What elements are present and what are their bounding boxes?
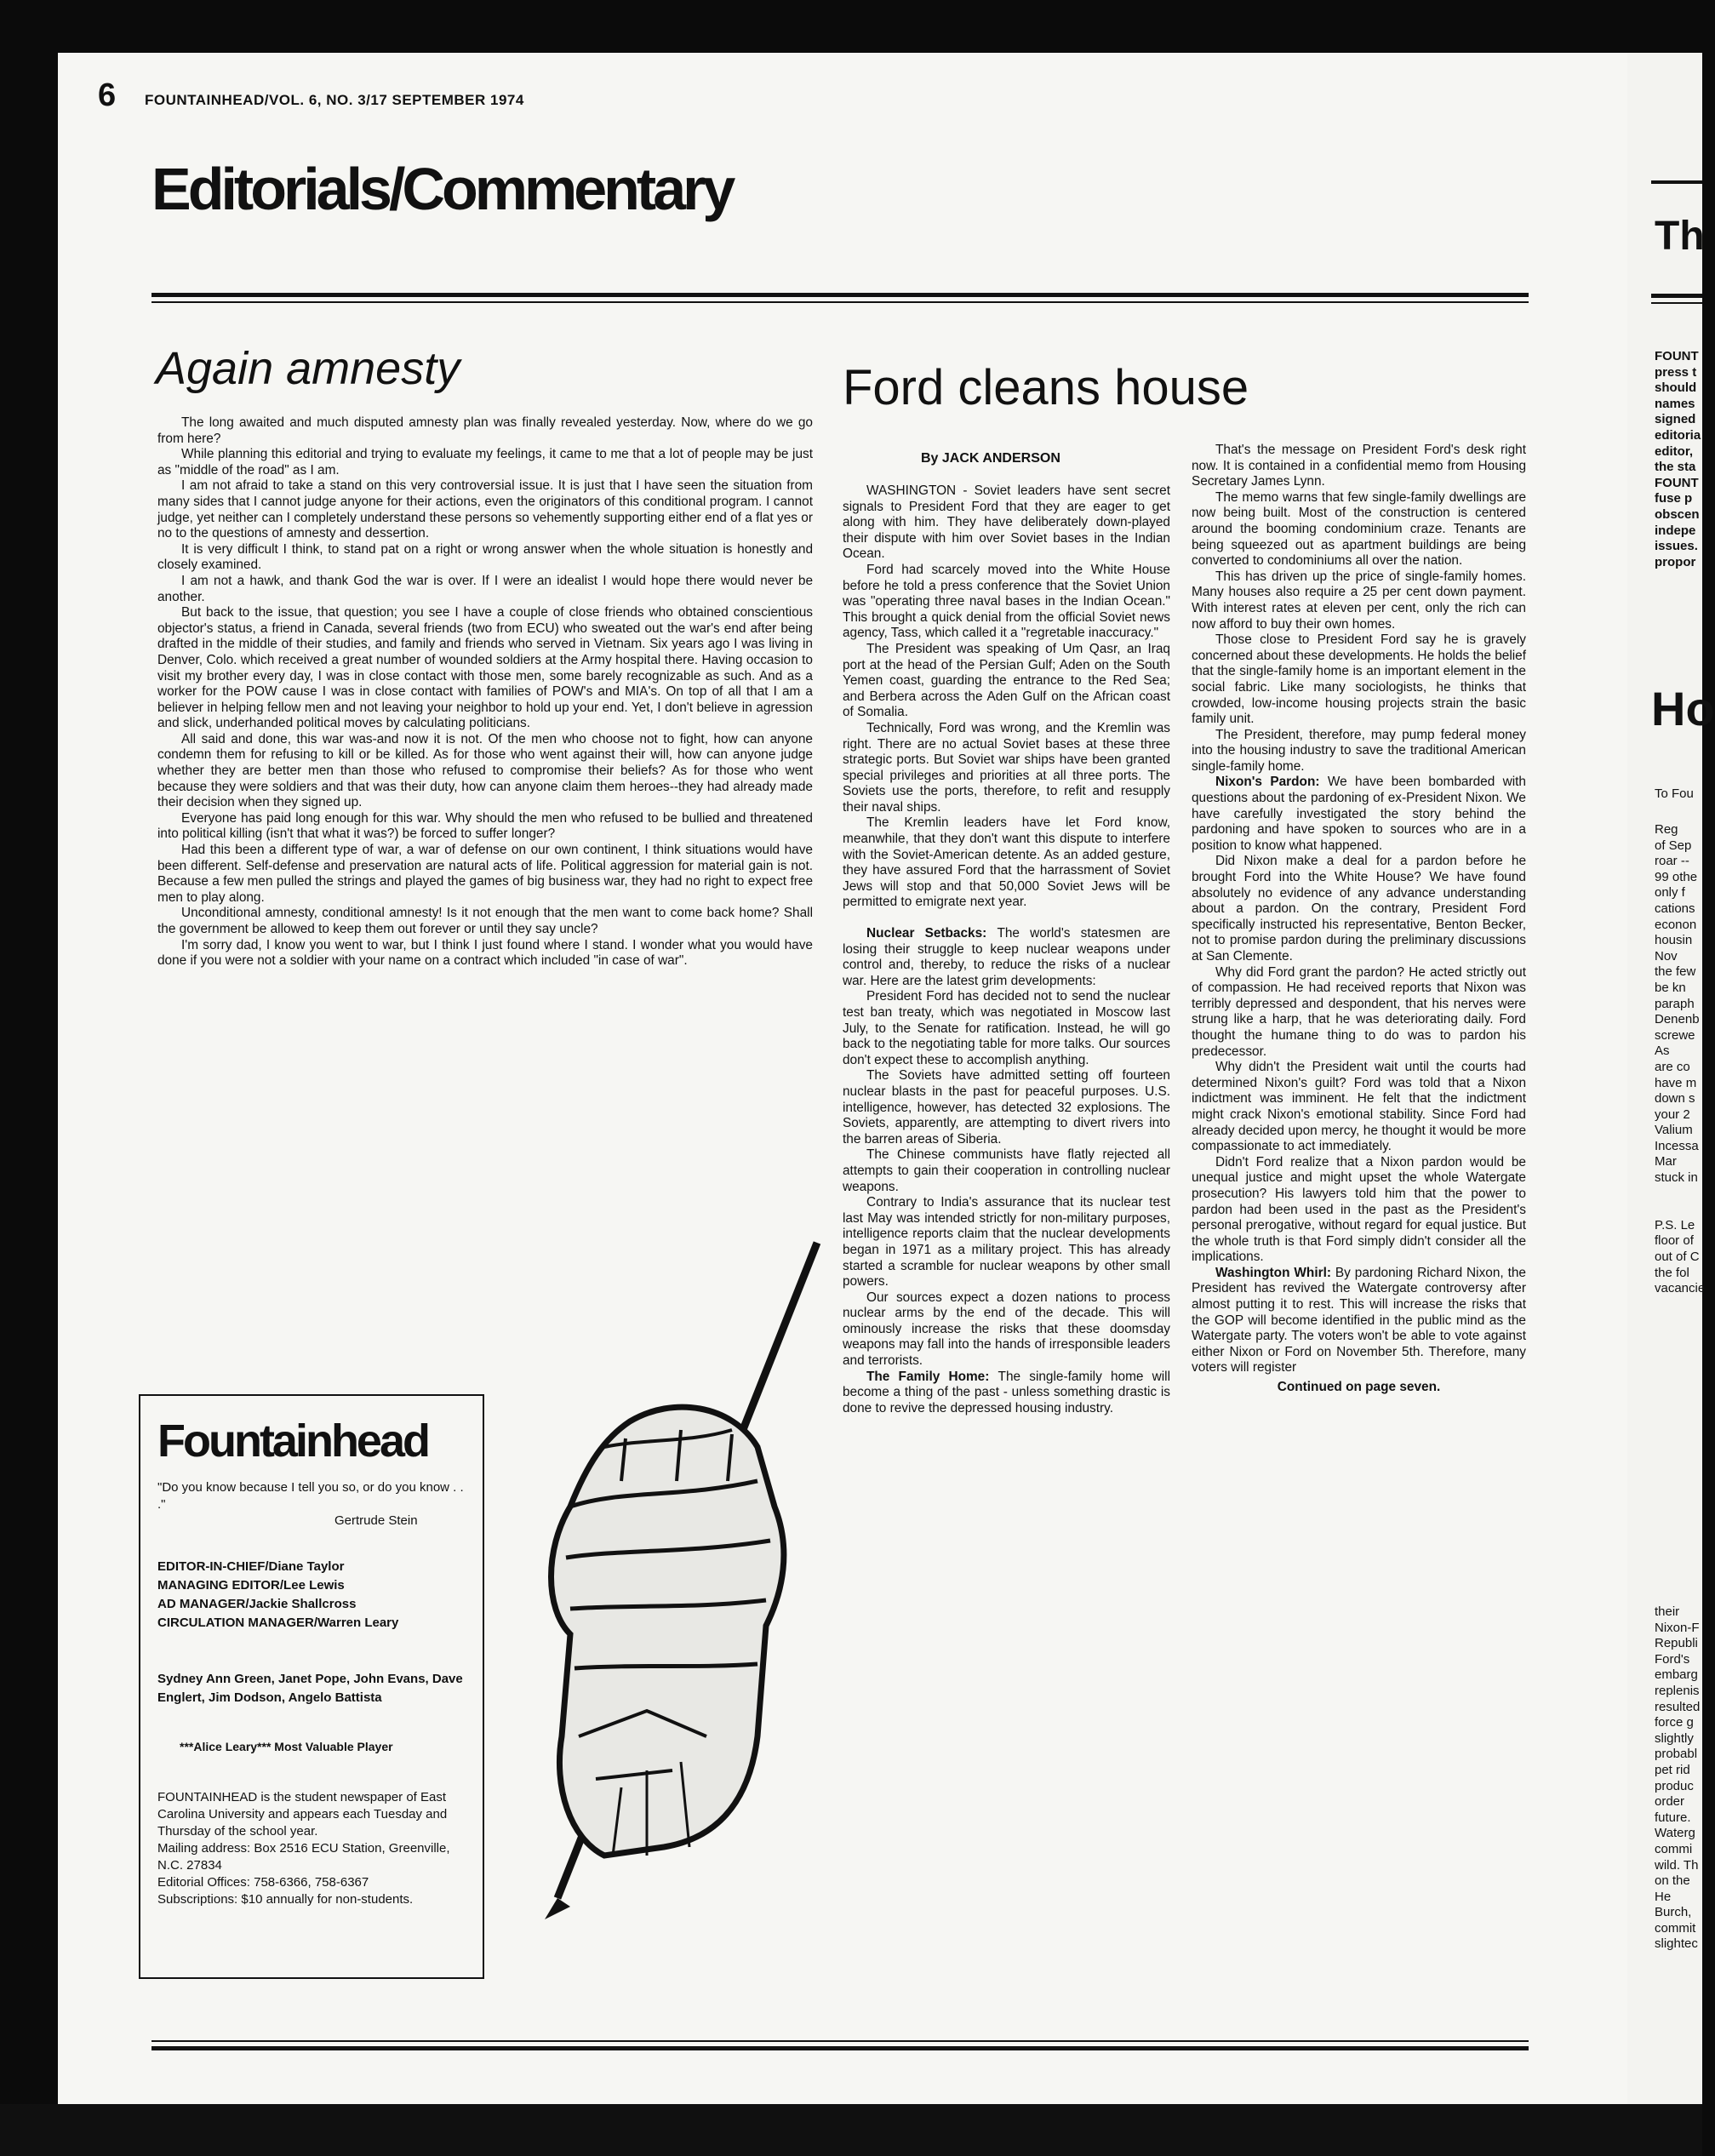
strip-line: housin: [1655, 933, 1693, 948]
strip-line: cations: [1655, 901, 1695, 916]
strip-line: resulted: [1655, 1699, 1701, 1714]
strip-salutation: To Fou: [1655, 786, 1694, 801]
strip-line: the sta: [1655, 460, 1696, 475]
strip-line: embarg: [1655, 1667, 1698, 1683]
strip-line: down s: [1655, 1091, 1695, 1107]
strip-text-top: [1655, 349, 1701, 570]
strip-line: force g: [1655, 1715, 1694, 1730]
strip-line: [1655, 1187, 1705, 1203]
strip-line: order: [1655, 1794, 1685, 1810]
column-body-right: [1192, 443, 1526, 1396]
paragraph: The long awaited and much disputed amnesty plan was finally revealed yesterday. Now, where do we go from here?: [157, 415, 813, 446]
footer-rule-top: [151, 2040, 1529, 2042]
paragraph: Had this been a different type of war, a war of defense on our own continent, I think situations would have been different. Self-defense and preservation are natural acts of life. Political aggression for material gain is not. Because a few men pulled the strings and played the games of big business war, they had no right to expect free men to play along.: [157, 843, 813, 905]
strip-line: Mar: [1655, 1154, 1677, 1170]
paragraph: I am not a hawk, and thank God the war is over. If I were an idealist I would hope there would never be another.: [157, 573, 813, 604]
strip-line: Incessa: [1655, 1138, 1699, 1153]
header-rule-top: [151, 293, 1529, 297]
dateline: FOUNTAINHEAD/VOL. 6, NO. 3/17 SEPTEMBER 1974: [145, 92, 524, 108]
strip-line: out of C: [1655, 1250, 1700, 1265]
strip-line: of Sep: [1655, 838, 1692, 853]
masthead-mvp: ***Alice Leary*** Most Valuable Player: [180, 1740, 393, 1753]
paragraph: That's the message on President Ford's desk right now. It is contained in a confidential memo from Housing Secretary James Lynn.: [1192, 443, 1526, 489]
paragraph: President Ford has decided not to send the nuclear test ban treaty, which was negotiated in Moscow last July, to the Senate for ratification. Instead, he will go back to the negotiating table for more talks. Our sources don't expect these to accomplish anything.: [843, 989, 1170, 1067]
strip-headline-top: Th: [1655, 214, 1705, 259]
strip-line: FOUNT: [1655, 475, 1699, 490]
strip-line: Waterg: [1655, 1826, 1695, 1841]
strip-line: Denenb: [1655, 1012, 1700, 1027]
strip-line: vacancie: [1655, 1281, 1706, 1296]
paragraph: The memo warns that few single-family dwellings are now being built. Most of the construction is centered around the booming condominium craze. Tenants are being squeezed out as apartment buildings are being converted to condominiums all over the nation.: [1192, 489, 1526, 569]
strip-line: stuck in: [1655, 1170, 1698, 1186]
scan-border: [0, 2104, 1702, 2156]
strip-line: are co: [1655, 1059, 1690, 1074]
masthead-quote-author: Gertrude Stein: [334, 1513, 418, 1528]
paragraph: Didn't Ford realize that a Nixon pardon would be unequal justice and might upset the whole Watergate prosecution? His lawyers told him that the power to pardon had been used in the past as the President's personal prerogative, without regard for equal justice. But the whole truth is that Ford simply didn't consider all the implications.: [1192, 1154, 1526, 1265]
strip-line: propor: [1655, 554, 1696, 569]
strip-line: 99 othe: [1655, 869, 1698, 884]
paragraph: The Family Home: The single-family home will become a thing of the past - unless something drastic is done to revive the depressed housing industry.: [843, 1369, 1170, 1415]
paragraph: Contrary to India's assurance that its nuclear test last May was intended strictly for non-military purposes, intelligence reports claim that the nuclear developments began in 1971 as a military project. This has already started a scramble for nuclear weapons by other small powers.: [843, 1195, 1170, 1290]
paragraph: Why did Ford grant the pardon? He acted strictly out of compassion. He had received reports that Nixon was terribly depressed and despondent, that his nerves were strung like a harp, that he was deteriorating daily. Ford thought the humane thing to do was to pardon his predecessor.: [1192, 964, 1526, 1059]
paragraph: Everyone has paid long enough for this war. Why should the men who refused to be bullied and threatened into political killing (isn't that what it was?) be forced to suffer longer?: [157, 810, 813, 842]
strip-line: commit: [1655, 1920, 1696, 1936]
strip-line: Nov: [1655, 948, 1678, 964]
strip-line: wild. Th: [1655, 1857, 1699, 1873]
subhead: Nuclear Setbacks:: [866, 926, 998, 941]
paragraph: All said and done, this war was-and now it is not. Of the men who choose not to fight, how can anyone condemn them for refusing to kill or be killed. As for those who went against their will, how can anyone judge whether they are better men than those who refused to compromise their beliefs? As for those who went because they were soldiers and that was their duty, how can anyone claim them heroes--they had already made their decision when they signed up.: [157, 731, 813, 810]
paragraph: Our sources expect a dozen nations to process nuclear arms by the end of the decade. This will ominously increase the risks that these doomsday weapons may fall into the hands of irresponsible leaders and terrorists.: [843, 1290, 1170, 1369]
strip-line: paraph: [1655, 996, 1695, 1011]
strip-line: As: [1655, 1044, 1670, 1059]
paragraph: WASHINGTON - Soviet leaders have sent secret signals to President Ford that they are eager to get along with him. They have deliberately down-played their dispute with him over Soviet bases in the Indian Ocean.: [843, 483, 1170, 562]
strip-text-bottom: [1655, 1604, 1700, 1953]
strip-line: their: [1655, 1604, 1680, 1619]
strip-line: indepe: [1655, 523, 1696, 538]
strip-rule: [1651, 294, 1702, 298]
strip-line: the fol: [1655, 1265, 1689, 1280]
subhead: Nixon's Pardon:: [1215, 775, 1328, 790]
strip-line: have m: [1655, 1075, 1697, 1090]
column-headline: Ford cleans house: [843, 360, 1249, 415]
paragraph: The Chinese communists have flatly rejected all attempts to gain their cooperation in controlling nuclear weapons.: [843, 1147, 1170, 1194]
editorial-body: [157, 415, 813, 969]
strip-line: He: [1655, 1889, 1672, 1904]
column-body-left: [843, 483, 1170, 1416]
strip-line: replenis: [1655, 1683, 1700, 1698]
masthead-box: [139, 1394, 484, 1979]
strip-line: the few: [1655, 964, 1696, 980]
byline: By JACK ANDERSON: [921, 451, 1060, 466]
masthead-quote: "Do you know because I tell you so, or do you know . . .": [157, 1480, 464, 1512]
staff-line: CIRCULATION MANAGER/Warren Leary: [157, 1616, 399, 1630]
strip-line: be kn: [1655, 980, 1686, 995]
strip-line: commi: [1655, 1841, 1693, 1856]
strip-line: econon: [1655, 917, 1697, 932]
continued-note: Continued on page seven.: [1277, 1380, 1441, 1395]
strip-line: [1655, 1202, 1705, 1218]
strip-text-mid: [1655, 822, 1705, 1297]
masthead-contributors: Sydney Ann Green, Janet Pope, John Evans, Dave Englert, Jim Dodson, Angelo Battista: [157, 1672, 463, 1705]
paragraph: The Soviets have admitted setting off fourteen nuclear blasts in the past for peaceful purposes. U.S. intelligence, however, has detected 32 explosions. The Soviets, apparently, are attempting to divert rivers into the barren areas of Siberia.: [843, 1068, 1170, 1147]
paragraph: Unconditional amnesty, conditional amnesty! Is it not enough that the men want to come back home? Shall the government be allowed to keep them out forever or until they say uncle?: [157, 906, 813, 936]
paragraph: Washington Whirl: By pardoning Richard Nixon, the President has revived the Watergate controversy after almost putting it to rest. This will increase the risks that the GOP will become identified in the public mind as the Watergate party. The voters won't be able to vote against either Nixon or Ford on November 5th. Therefore, many voters will register: [1192, 1265, 1526, 1375]
staff-line: EDITOR-IN-CHIEF/Diane Taylor: [157, 1559, 345, 1574]
paragraph: But back to the issue, that question; you see I have a couple of close friends who obtained conscientious objector's status, a friend in Canada, several friends (two from ECU) who sweated out the war's end after being drafted in the middle of their studies, and family and friends who served in Vietnam. Six years ago I was living in Denver, Colo. which received a great number of wounded soldiers at the Army hospital there. Having occasion to visit my brother every day, I was in close contact with those men, some barely recognizable as such. And as a worker for the POW cause I was in close contact with families of POW's and MIA's. On top of all that I am a believer in helping fellow men and not leaving your neighbor to hold up your end. Yet, I don't believe in agression and slick, underhanded political moves by calculating politicians.: [157, 605, 813, 731]
section-title: Editorials/Commentary: [151, 156, 733, 222]
strip-line: should: [1655, 380, 1697, 396]
strip-line: probabl: [1655, 1747, 1698, 1762]
about-line: Subscriptions: $10 annually for non-students.: [157, 1892, 414, 1907]
footer-rule-bottom: [151, 2046, 1529, 2050]
paragraph: Did Nixon make a deal for a pardon before he brought Ford into the White House? We have found absolutely no evidence of any advance understanding about a pardon. On the contrary, President Ford specifically instructed his representative, Benton Becker, not to promise pardon during the preliminary discussions at San Clemente.: [1192, 854, 1526, 964]
pen-fist-illustration: [477, 1226, 851, 1924]
strip-line: Burch,: [1655, 1905, 1692, 1920]
strip-line: editor,: [1655, 443, 1694, 459]
subhead: Washington Whirl:: [1215, 1265, 1335, 1280]
masthead-about: [157, 1789, 468, 1908]
strip-rule: [1651, 302, 1702, 304]
paragraph: Those close to President Ford say he is gravely concerned about these developments. He holds the belief that the single-family home is an important element in the social fabric. Like many sociologists, he thinks that crowded, low-income housing projects strain the basic family unit.: [1192, 632, 1526, 727]
strip-line: produc: [1655, 1778, 1694, 1793]
strip-line: slightec: [1655, 1936, 1698, 1952]
paragraph: This has driven up the price of single-family homes. Many houses also require a 25 per cent down payment. With interest rates at eleven per cent, only the rich can now afford to buy their own homes.: [1192, 569, 1526, 632]
paragraph: While planning this editorial and trying to evaluate my feelings, it came to me that a lot of people may be just as "middle of the road" as I am.: [157, 447, 813, 478]
paragraph: Ford had scarcely moved into the White House before he told a press conference that the Soviet Union was "operating three naval bases in the Indian Ocean." This brought a quick denial from the official Soviet news agency, Tass, which called it a "regretable inaccuracy.": [843, 562, 1170, 641]
paragraph: Nixon's Pardon: We have been bombarded with questions about the pardoning of ex-President Nixon. We have carefully investigated the story behind the pardoning and have spoken to sources who are in a position to know what happened.: [1192, 775, 1526, 853]
strip-line: FOUNT: [1655, 349, 1699, 363]
subhead: The Family Home:: [866, 1369, 998, 1384]
paragraph: I am not afraid to take a stand on this very controversial issue. It is just that I have seen the situation from many sides that I cannot judge anyone for their actions, even the originators of this conditional program. I cannot judge, yet neither can I completely understand these persons so vehemently supporting either end of a flat yes or no to the questions of amnesty and dessertion.: [157, 478, 813, 541]
paragraph: Why didn't the President wait until the courts had determined Nixon's guilt? Ford was told that a Nixon indictment was imminent. He felt that the indictment might crack Nixon's emotional stability. Since Ford had already decided upon mercy, he thought it would be more compassionate to act immediately.: [1192, 1060, 1526, 1154]
strip-line: pet rid: [1655, 1762, 1690, 1777]
strip-line: screwe: [1655, 1027, 1695, 1043]
strip-rule: [1651, 180, 1702, 184]
paragraph: The President, therefore, may pump federal money into the housing industry to save the traditional American single-family home.: [1192, 727, 1526, 774]
strip-line: editoria: [1655, 427, 1701, 443]
strip-line: issues.: [1655, 539, 1698, 554]
paragraph: The Kremlin leaders have let Ford know, meanwhile, that they don't want this dispute to interfere with the Soviet-American detente. As an added gesture, they have assured Ford that the harrassment of Soviet Jews will stop and that 50,000 Soviet Jews will be permitted to emigrate next year.: [843, 815, 1170, 910]
strip-headline-mid: Ho: [1651, 682, 1715, 735]
paragraph: It is very difficult I think, to stand pat on a right or wrong answer when the whole situation is honestly and closely examined.: [157, 541, 813, 573]
masthead-staff: [157, 1558, 472, 1633]
strip-line: press t: [1655, 364, 1697, 380]
about-line: Editorial Offices: 758-6366, 758-6367: [157, 1875, 369, 1890]
strip-line: Valium: [1655, 1123, 1693, 1138]
about-line: FOUNTAINHEAD is the student newspaper of East Carolina University and appears each Tuesday and Thursday of the school year.: [157, 1790, 448, 1839]
strip-line: slightly: [1655, 1730, 1694, 1746]
header-rule-bottom: [151, 301, 1529, 303]
staff-line: AD MANAGER/Jackie Shallcross: [157, 1597, 357, 1611]
strip-line: Nixon-F: [1655, 1620, 1700, 1635]
editorial-headline: Again amnesty: [156, 343, 460, 394]
strip-line: signed: [1655, 412, 1696, 427]
strip-line: floor of: [1655, 1233, 1694, 1249]
strip-line: names: [1655, 396, 1695, 411]
strip-line: only f: [1655, 885, 1685, 901]
strip-line: Reg: [1655, 822, 1678, 837]
paragraph: The President was speaking of Um Qasr, an Iraq port at the head of the Persian Gulf; Aden on the South Yemen coast, guarding the entrance to the Red Sea; and Berbera across the Aden Gulf on the African coast of Somalia.: [843, 641, 1170, 720]
strip-line: P.S. Le: [1655, 1217, 1695, 1232]
strip-line: your 2: [1655, 1107, 1690, 1122]
page-number: 6: [98, 77, 117, 113]
paragraph: Technically, Ford was wrong, and the Kremlin was right. There are no actual Soviet bases at these three strategic ports. But Soviet war ships have been granted special privileges and priorities at all three ports. The Soviets use the ports, therefore, to refit and resupply their naval ships.: [843, 720, 1170, 815]
strip-line: obscen: [1655, 506, 1700, 522]
strip-line: Ford's: [1655, 1651, 1690, 1667]
paragraph: Nuclear Setbacks: The world's statesmen are losing their struggle to keep nuclear weapons under control and, thereby, to reduce the risks of a nuclear war. Here are the latest grim developments:: [843, 926, 1170, 988]
staff-line: MANAGING EDITOR/Lee Lewis: [157, 1578, 345, 1593]
about-line: Mailing address: Box 2516 ECU Station, Greenville, N.C. 27834: [157, 1841, 450, 1873]
strip-line: roar --: [1655, 854, 1689, 869]
masthead-title: Fountainhead: [157, 1415, 428, 1467]
strip-line: Republi: [1655, 1636, 1698, 1651]
paragraph: I'm sorry dad, I know you went to war, but I think I just found where I stand. I wonder what you would have done if you were not a soldier with your name on a contract which included "in case of war".: [157, 937, 813, 969]
strip-line: future.: [1655, 1810, 1691, 1825]
strip-line: fuse p: [1655, 491, 1693, 506]
strip-line: on the: [1655, 1873, 1690, 1889]
